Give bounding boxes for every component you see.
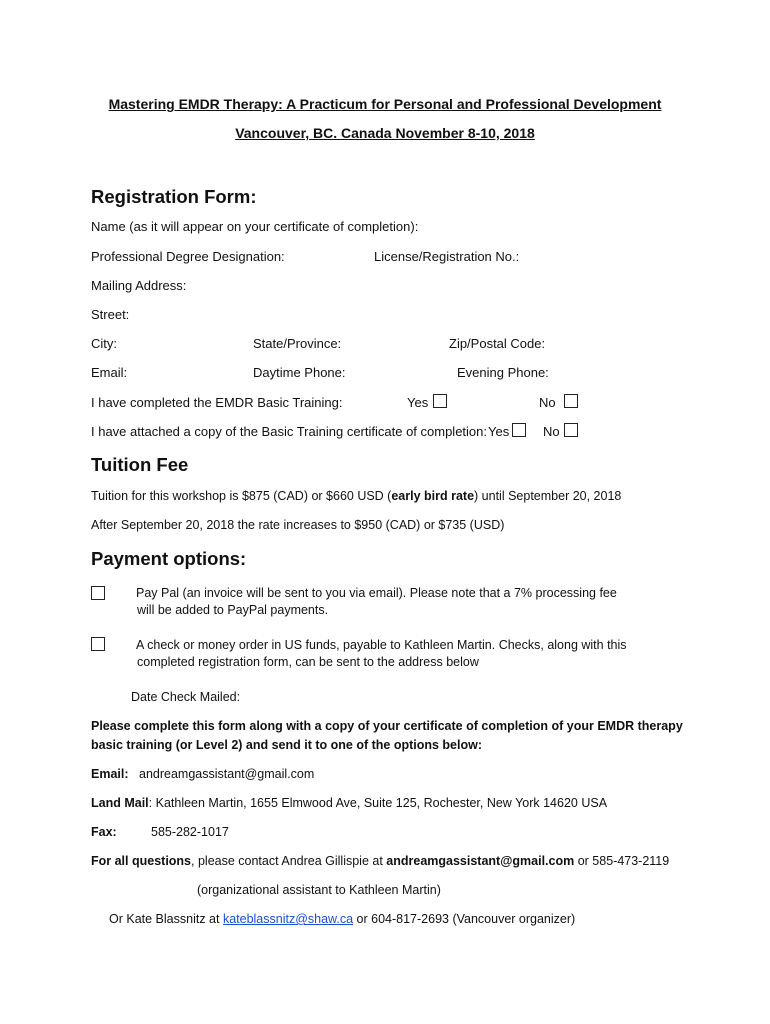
certificate-yes-label: Yes: [488, 424, 510, 439]
questions-phone: or 585-473-2119: [574, 854, 670, 868]
check-option-line2: completed registration form, can be sent to the address below: [137, 655, 479, 669]
tuition-line1-pre: Tuition for this workshop is $875 (CAD) or $660 USD (: [91, 489, 392, 503]
certificate-attached-question: I have attached a copy of the Basic Training certificate of completion:: [91, 424, 487, 439]
land-mail-address: : Kathleen Martin, 1655 Elmwood Ave, Suite 125, Rochester, New York 14620 USA: [148, 796, 608, 810]
contact-email-label: Email:: [91, 767, 129, 781]
tuition-heading: Tuition Fee: [91, 454, 189, 475]
assistant-note: (organizational assistant to Kathleen Martin): [197, 883, 441, 897]
kate-email-link[interactable]: kateblassnitz@shaw.ca: [222, 912, 354, 926]
mailing-address-label: Mailing Address:: [91, 278, 187, 293]
evening-phone-label: Evening Phone:: [457, 365, 549, 380]
paypal-option-line2: will be added to PayPal payments.: [137, 603, 329, 617]
check-option-checkbox[interactable]: [91, 637, 105, 651]
date-check-mailed-label: Date Check Mailed:: [131, 690, 241, 704]
paypal-option-line1: Pay Pal (an invoice will be sent to you via email). Please note that a 7% processing fee: [136, 586, 617, 600]
tuition-early-bird-line: [91, 489, 621, 503]
check-option-line1: A check or money order in US funds, payable to Kathleen Martin. Checks, along with this: [136, 638, 627, 652]
state-label: State/Province:: [253, 336, 342, 351]
land-mail-line: [91, 796, 607, 810]
questions-email: andreamgassistant@gmail.com: [386, 854, 575, 868]
fax-label: Fax:: [91, 825, 117, 839]
basic-training-no-label: No: [539, 395, 556, 410]
document-title: Mastering EMDR Therapy: A Practicum for Personal and Professional Development: [108, 96, 662, 112]
certificate-no-checkbox[interactable]: [564, 423, 578, 437]
questions-line: [91, 854, 669, 868]
kate-contact-post: or 604-817-2693 (Vancouver organizer): [353, 912, 576, 926]
zip-label: Zip/Postal Code:: [449, 336, 546, 351]
email-label: Email:: [91, 365, 128, 380]
paypal-option-checkbox[interactable]: [91, 586, 105, 600]
city-label: City:: [91, 336, 117, 351]
contact-email-value: andreamgassistant@gmail.com: [139, 767, 315, 781]
instructions-line1: Please complete this form along with a copy of your certificate of completion of your EMDR therapy: [91, 719, 683, 733]
basic-training-yes-label: Yes: [407, 395, 429, 410]
kate-contact-pre: Or Kate Blassnitz at: [109, 912, 223, 926]
daytime-phone-label: Daytime Phone:: [253, 365, 346, 380]
name-label: Name (as it will appear on your certificate of completion):: [91, 219, 419, 234]
early-bird-rate: early bird rate: [391, 489, 475, 503]
fax-number: 585-282-1017: [151, 825, 229, 839]
land-mail-label: Land Mail: [91, 796, 149, 810]
certificate-yes-checkbox[interactable]: [512, 423, 526, 437]
kate-contact-line: [109, 912, 575, 926]
questions-mid: , please contact Andrea Gillispie at: [191, 854, 387, 868]
basic-training-yes-checkbox[interactable]: [433, 394, 447, 408]
payment-heading: Payment options:: [91, 548, 247, 569]
tuition-line1-post: ) until September 20, 2018: [474, 489, 622, 503]
street-label: Street:: [91, 307, 130, 322]
event-location-date: Vancouver, BC. Canada November 8-10, 2018: [235, 125, 535, 141]
license-label: License/Registration No.:: [374, 249, 520, 264]
registration-heading: Registration Form:: [91, 186, 257, 207]
certificate-no-label: No: [543, 424, 560, 439]
degree-label: Professional Degree Designation:: [91, 249, 285, 264]
instructions-line2: basic training (or Level 2) and send it to one of the options below:: [91, 738, 482, 752]
questions-label: For all questions: [91, 854, 192, 868]
basic-training-question: I have completed the EMDR Basic Training:: [91, 395, 343, 410]
basic-training-no-checkbox[interactable]: [564, 394, 578, 408]
tuition-late-rate-line: After September 20, 2018 the rate increases to $950 (CAD) or $735 (USD): [91, 518, 505, 532]
